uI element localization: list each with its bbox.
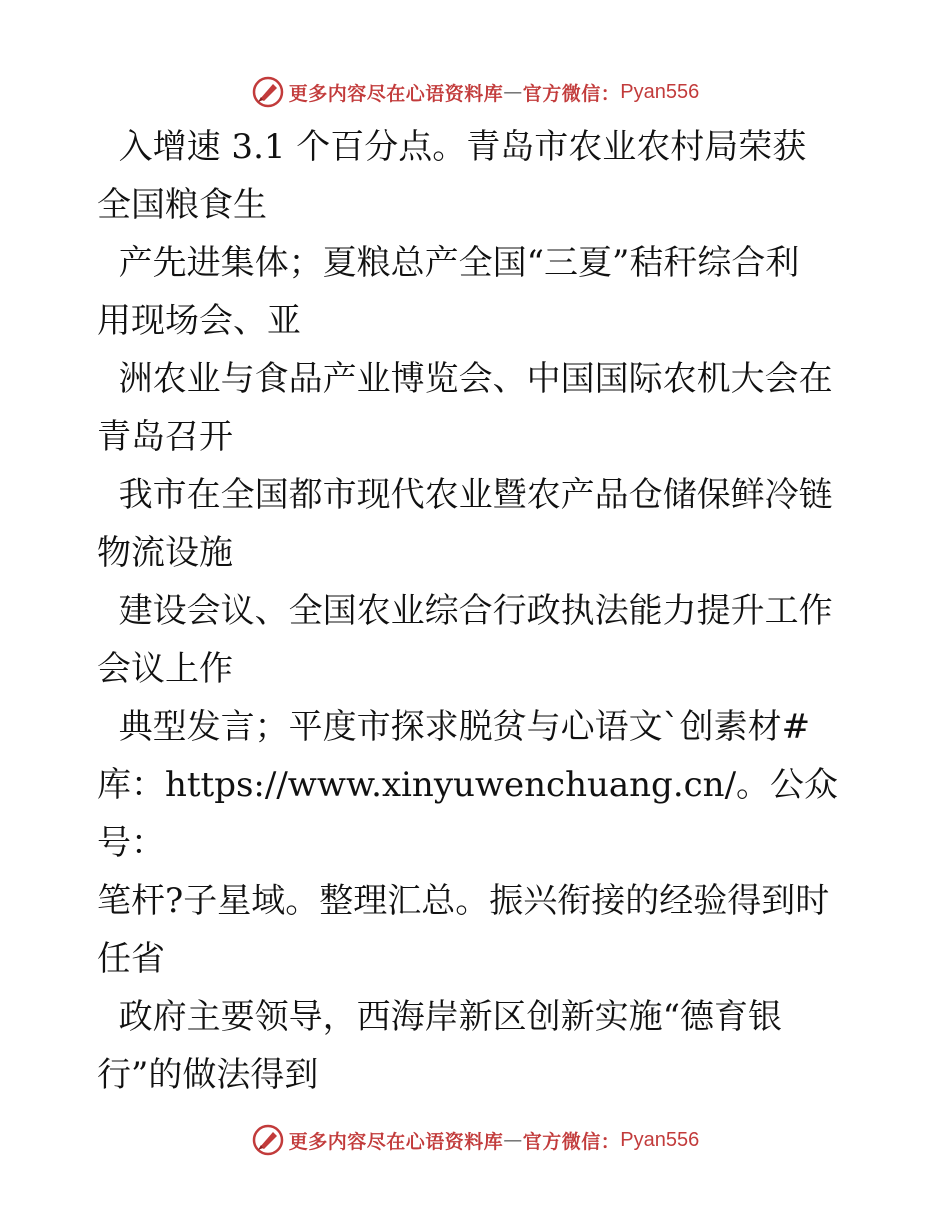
text-line: 物流设施: [97, 533, 233, 573]
text-line: 我市在全国都市现代农业暨农产品仓储保鲜冷链: [97, 475, 833, 515]
text-line: 洲农业与食品产业博览会、中国国际农机大会在: [97, 359, 833, 399]
banner-suffix: 官方微信：: [522, 82, 621, 105]
text-line: 笔杆?子星域。整理汇总。振兴衔接的经验得到时: [97, 881, 830, 921]
wechat-id: Pyan556: [620, 1128, 700, 1151]
text-line: 建设会议、全国农业综合行政执法能力提升工作: [97, 591, 833, 631]
text-line: 产先进集体；夏粮总产全国“三夏”秸秆综合利: [97, 243, 800, 283]
banner-text: 更多内容尽在心语资料库: [288, 82, 504, 105]
header-banner: [0, 72, 950, 112]
banner-suffix: 官方微信：: [522, 1130, 621, 1153]
text-line: 任省: [97, 939, 165, 979]
banner-separator: —: [503, 81, 523, 103]
wechat-id: Pyan556: [620, 80, 700, 103]
text-line: 全国粮食生: [97, 185, 267, 225]
text-line: 库：https://www.xinyuwenchuang.cn/。公众号：: [97, 765, 839, 863]
text-line: 用现场会、亚: [97, 301, 301, 341]
text-line: 政府主要领导，西海岸新区创新实施“德育银: [97, 997, 783, 1037]
banner-text: 更多内容尽在心语资料库: [288, 1130, 504, 1153]
pen-nib-logo-icon: [251, 1123, 285, 1157]
footer-banner: [0, 1120, 950, 1160]
text-line: 会议上作: [97, 649, 233, 689]
document-body: [97, 118, 897, 1104]
banner-separator: —: [503, 1129, 523, 1151]
text-line: 入增速 3.1 个百分点。青岛市农业农村局荣获: [97, 127, 807, 167]
text-line: 行”的做法得到: [97, 1055, 319, 1095]
pen-nib-logo-icon: [251, 75, 285, 109]
text-line: 青岛召开: [97, 417, 233, 457]
text-line: 典型发言；平度市探求脱贫与心语文`创素材#: [97, 707, 811, 747]
